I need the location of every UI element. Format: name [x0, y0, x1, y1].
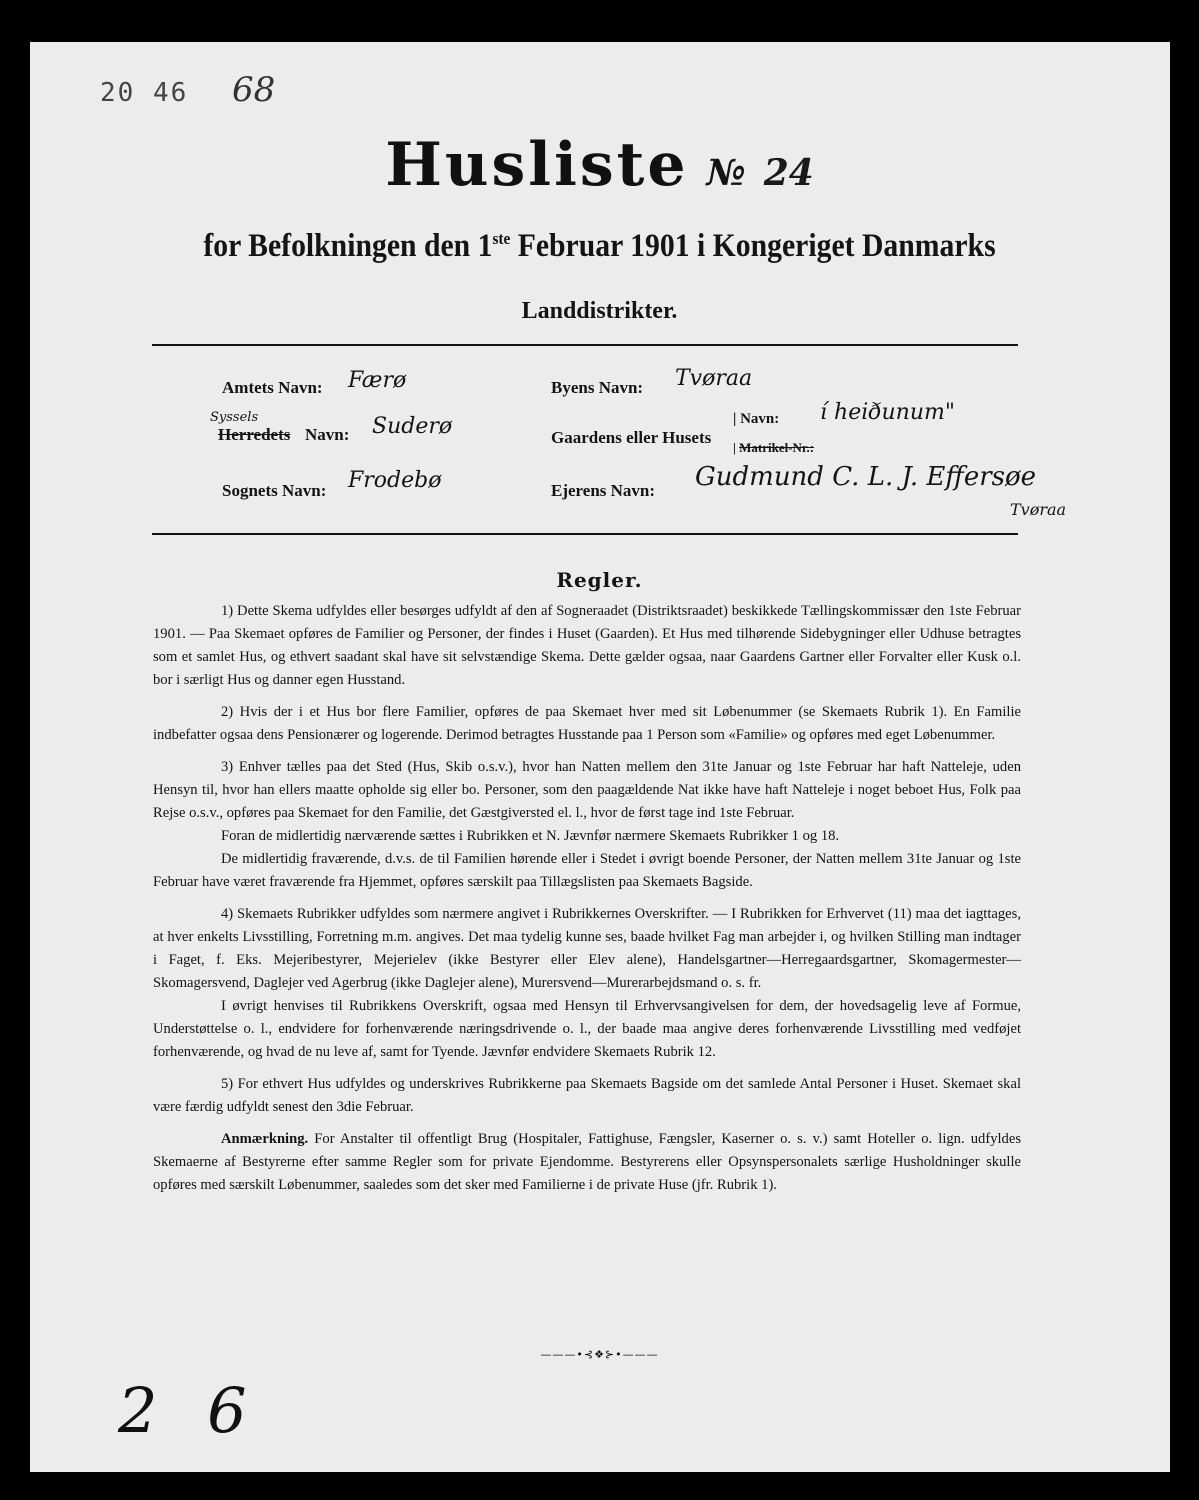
by-value: Tvøraa — [675, 366, 753, 391]
amt-label: Amtets Navn: — [222, 378, 323, 397]
amt-value: Færø — [348, 368, 407, 393]
rule-4a: 4) Skemaets Rubrikker udfyldes som nærmere angivet i Rubrikkernes Overskrifter. — I Rubrikken for Erhvervet (11) maa det iagttages, at hver enkelts Livsstilling, Forretning m.m. angives. Det maa tydelig kunne ses, baade hvilket Fag man arbejder i, og hvilken Stilling man indtager i Faget, f. Eks. Mejeribestyrer, Mejerielev (ikke Bestyrer eller Elev alene), Handelsgartner—Herregaardsgartner, Skomagermester—Skomagersvend, Daglejer ved Agerbrug (ikke Daglejer alene), Murersvend—Murerarbejdsmand o. s. fr. — [153, 906, 1021, 991]
note — [153, 1128, 1021, 1197]
rules-title: Regler. — [556, 568, 643, 592]
sogn-label: Sognets Navn: — [222, 481, 327, 500]
rule-1: 1) Dette Skema udfyldes eller besørges udfyldt af den af Sogneraadet (Distriktsraadet) beskikkede Tællingskommissær den 1ste Februar 1901. — Paa Skemaet opføres de Familier og Personer, der findes i Huset (Gaarden). Et Hus med tilhørende Sidebygninger eller Udhuse betragtes som et samlet Hus, og ethvert saadant skal have sit selvstændige Skema. Dette gælder ogsaa, naar Gaardens Gartner eller Forvalter eller Kusk o.l. bor i særligt Hus og danner egen Husstand. — [153, 603, 1021, 688]
district-type: Landdistrikter. — [521, 298, 678, 324]
ejer-value: Gudmund C. L. J. Effersøe — [695, 462, 1037, 492]
herred-value: Suderø — [372, 414, 453, 439]
gaard-label: Gaardens eller Husets — [551, 428, 712, 447]
subtitle-post: Februar 1901 i Kongeriget Danmarks — [510, 228, 996, 264]
rules-body — [153, 600, 1021, 1206]
handwritten-page-number: 2 6 — [118, 1374, 247, 1447]
by-label: Byens Navn: — [551, 378, 644, 397]
ejer-label: Ejerens Navn: — [551, 481, 656, 500]
bottom-divider — [152, 533, 1018, 535]
gaard-navn-label: | Navn: — [733, 411, 780, 427]
herred-navn-label: Navn: — [305, 425, 350, 444]
ejer-value-place: Tvøraa — [1010, 500, 1067, 519]
subtitle-sup: ste — [492, 229, 511, 248]
gaard-navn-value: í heiðunum" — [820, 400, 955, 425]
rule-5: 5) For ethvert Hus udfyldes og underskrives Rubrikkerne paa Skemaets Bagside om det samlede Antal Personer i Huset. Skemaet skal være færdig udfyldt senest den 3die Februar. — [153, 1076, 1021, 1115]
rule-2: 2) Hvis der i et Hus bor flere Familier, opføres de paa Skemaet hver med sit Løbenummer (se Skemaets Rubrik 1). En Familie indbefatter ogsaa dens Pensionærer og logerende. Derimod betragtes Husstande paa 1 Person som «Familie» og opføres med eget Løbenummer. — [153, 704, 1021, 743]
rule-3c: De midlertidig fraværende, d.v.s. de til Familien hørende eller i Stedet i øvrigt boende Personer, der Natten mellem 31te Januar og 1ste Februar have været fraværende fra Hjemmet, opføres særskilt paa Tillægslisten paa Skemaets Bagside. — [153, 851, 1021, 890]
archive-stamp-handwritten: 68 — [232, 70, 276, 110]
rule-4b: I øvrigt henvises til Rubrikkens Overskrift, ogsaa med Hensyn til Erhvervsangivelsen for dem, der hovedsagelig leve af Formue, Understøttelse o. l., endvidere for forhenværende næringsdrivende o. l., der baade maa angive deres forhenværende Livsstilling med vedføjet forhenværende, og hvad de nu leve af, samt for Tyende. Jævnfør endvidere Skemaets Rubrik 12. — [153, 998, 1021, 1060]
top-divider — [152, 344, 1018, 346]
household-number: 24 — [763, 152, 814, 194]
form-title: Husliste — [385, 130, 689, 200]
archive-stamp: 20 46 — [100, 78, 189, 108]
matrikel-label: | Matrikel-Nr.: — [733, 440, 815, 455]
number-sign: № — [706, 152, 746, 194]
rule-3b: Foran de midlertidig nærværende sættes i Rubrikken et N. Jævnfør nærmere Skemaets Rubrikker 1 og 18. — [221, 828, 840, 844]
note-label: Anmærkning. — [221, 1131, 309, 1147]
note-text: For Anstalter til offentligt Brug (Hospitaler, Fattighuse, Fængsler, Kaserner o. s. v.) samt Hoteller o. lign. udfyldes Skemaerne af Bestyrerne efter samme Regler som for private Ejendomme. Bestyrerens eller Opsynspersonalets særlige Husholdninger skulle opføres med særskilt Løbenummer, saaledes som det sker med Familierne i de private Huse (jfr. Rubrik 1). — [153, 1131, 1021, 1193]
herred-label: Herredets — [218, 425, 291, 444]
subtitle-pre: for Befolkningen den 1 — [203, 228, 493, 264]
rule-3a: 3) Enhver tælles paa det Sted (Hus, Skib o.s.v.), hvor han Natten mellem den 31te Januar og 1ste Februar har haft Natteleje, uden Hensyn til, hvor han ellers maatte opholde sig eller bo. Personer, som den paagældende Nat ikke have haft Natteleje i noget beboet Hus, Folk paa Rejse o.s.v., opføres paa Skemaet for den Familie, det Gæstgiversted el. l., hvor de først tage ind 1ste Februar. — [153, 759, 1021, 821]
form-title-row — [0, 130, 1199, 200]
form-subtitle — [60, 228, 1139, 265]
sogn-value: Frodebø — [348, 468, 442, 493]
ornament-divider: ———•⊰❖⊱•——— — [540, 1348, 659, 1361]
sysselets-label: Syssels — [210, 410, 259, 425]
